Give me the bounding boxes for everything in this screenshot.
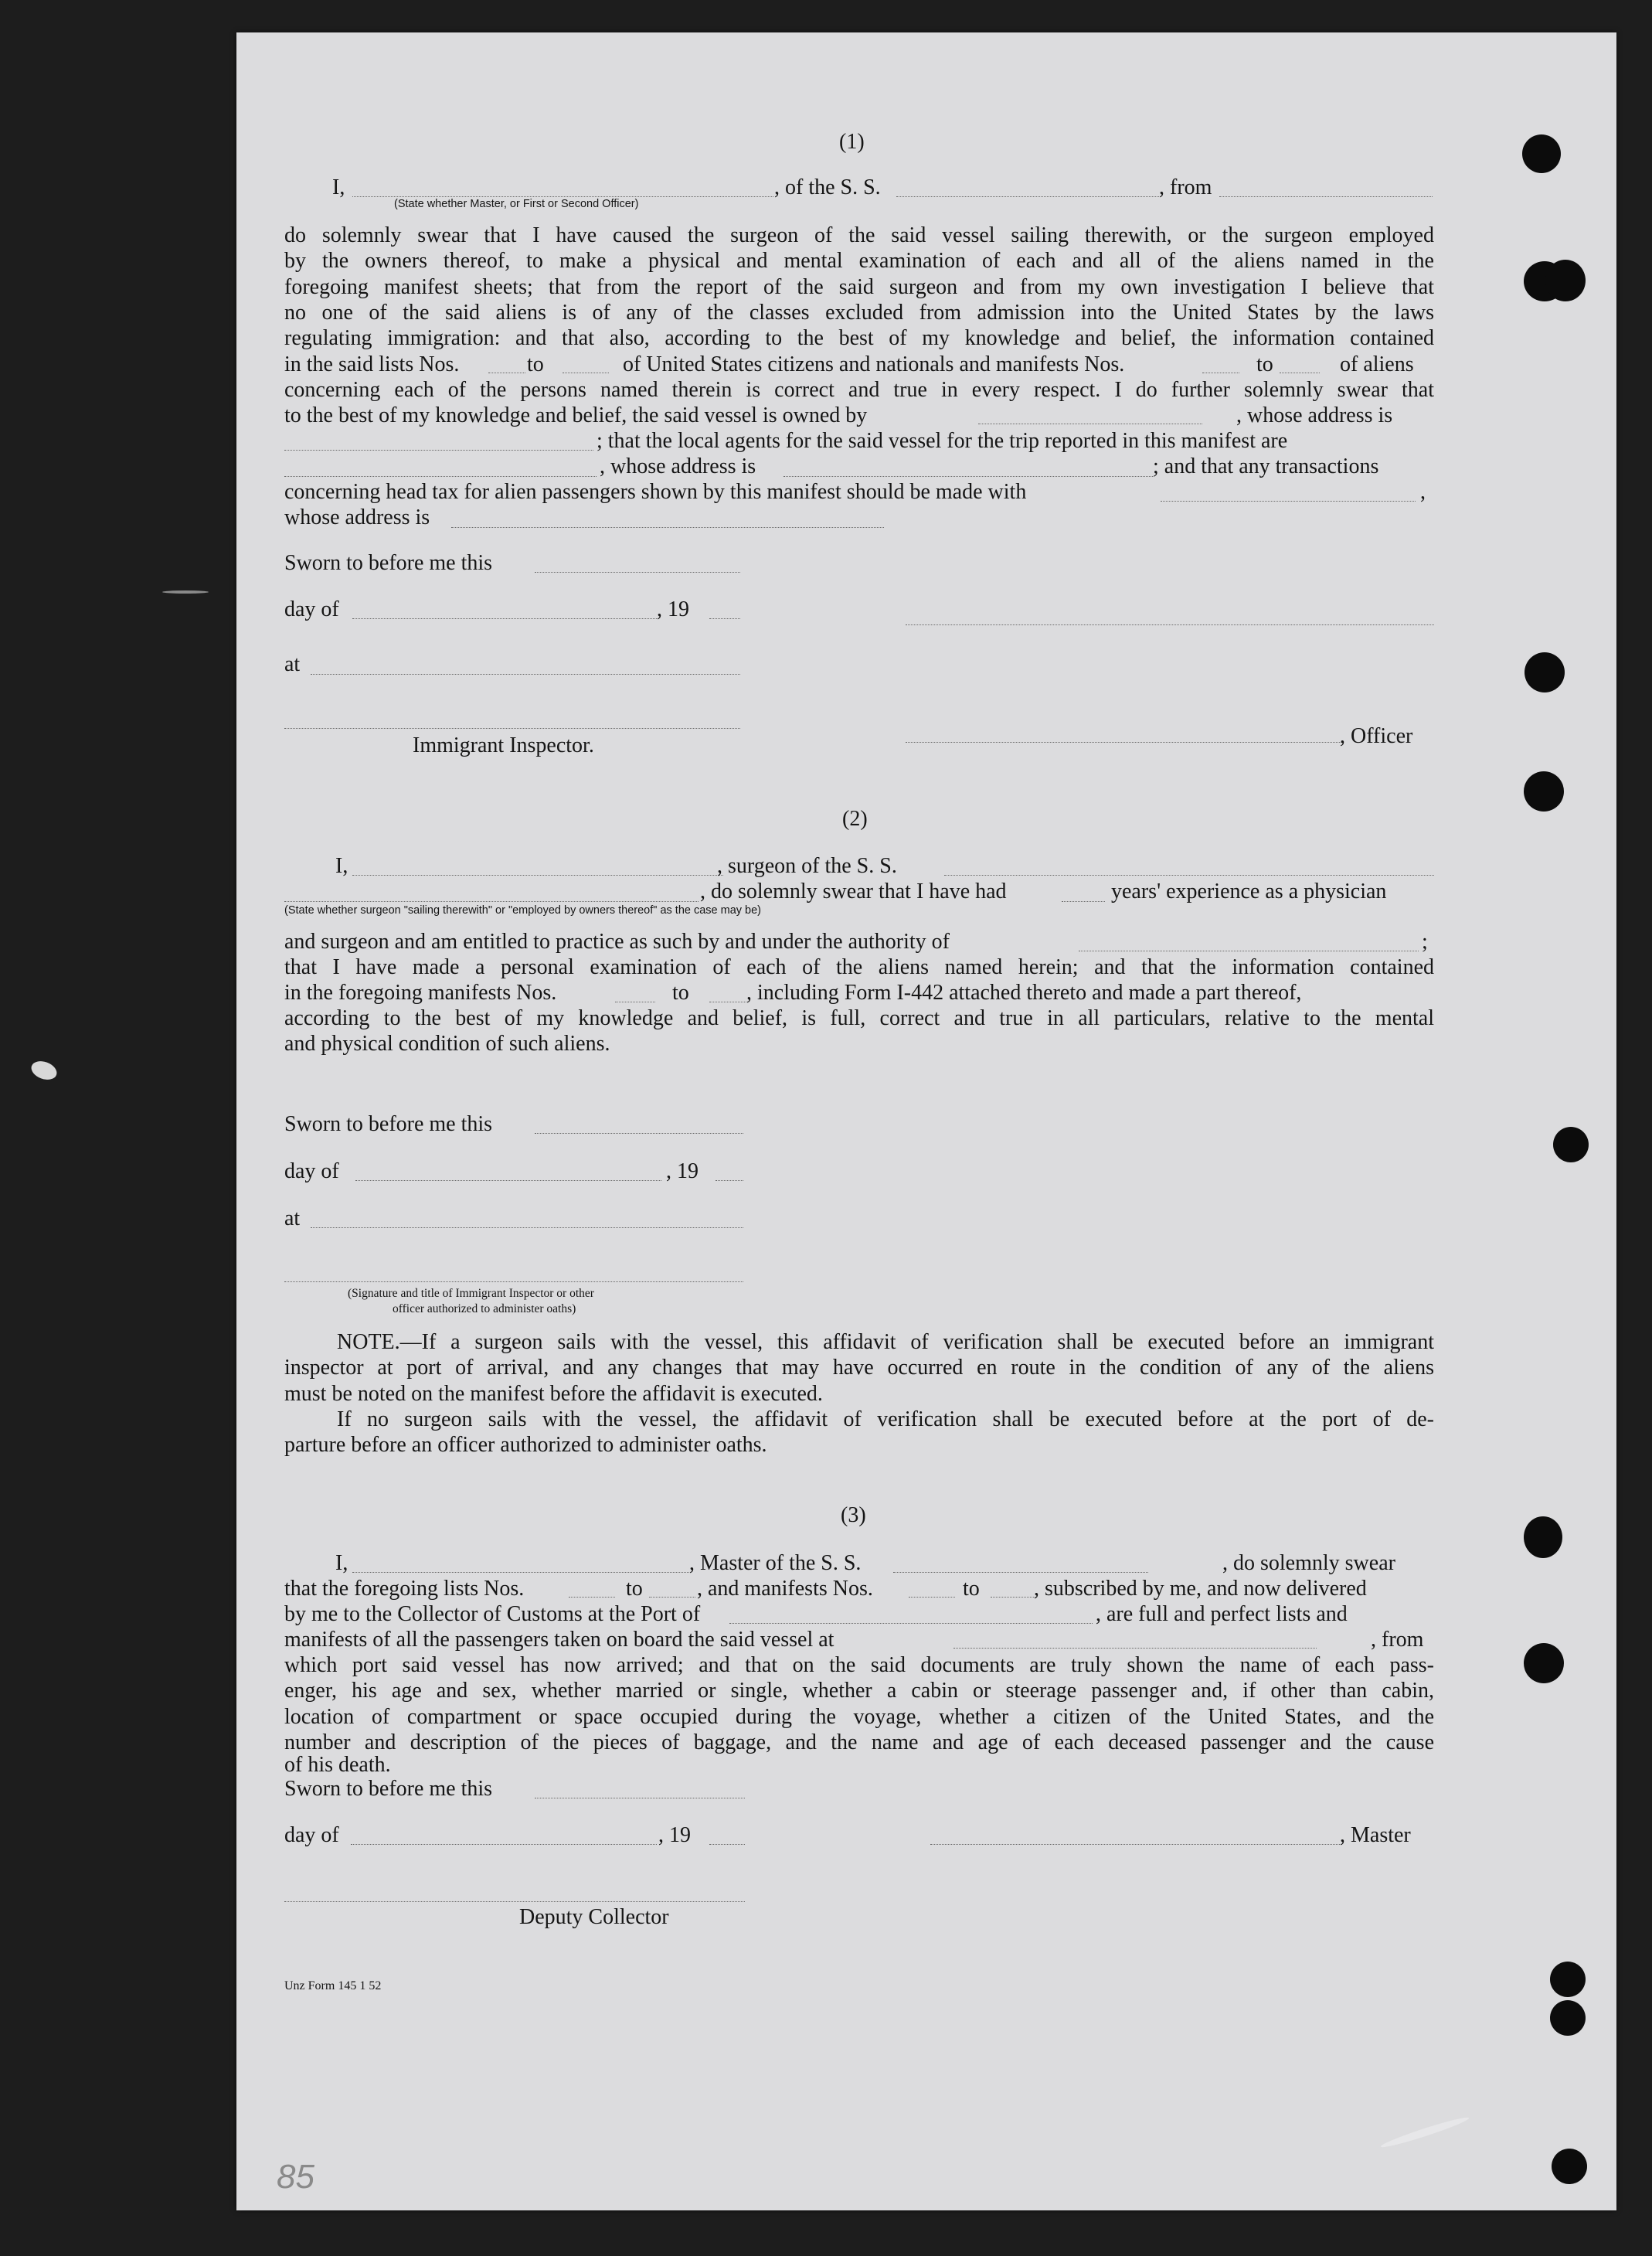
to-label: to bbox=[672, 981, 689, 1005]
day-of-label: day of bbox=[284, 1823, 339, 1847]
surgeon-type-note: (State whether surgeon "sailing therewith" or "employed by owners thereof" as the case may be) bbox=[284, 904, 762, 917]
head-tax-label: concerning head tax for alien passengers shown by this manifest should be made with bbox=[284, 480, 1027, 504]
to-label: to bbox=[527, 352, 544, 376]
manifest-page bbox=[236, 32, 1616, 2210]
perfect-lists-label: , are full and perfect lists and bbox=[1096, 1602, 1348, 1626]
agent-address-blank bbox=[784, 476, 1154, 477]
punch-hole bbox=[1524, 1643, 1564, 1683]
transactions-label: ; and that any transactions bbox=[1153, 454, 1379, 478]
manifests-nos-label: in the foregoing manifests Nos. bbox=[284, 981, 557, 1005]
surgeon-i-label: I, bbox=[335, 854, 348, 878]
sworn-label: Sworn to before me this bbox=[284, 551, 493, 575]
day-blank bbox=[351, 1844, 657, 1845]
section-2-body-b bbox=[284, 1006, 1434, 1057]
day-of-label: day of bbox=[284, 1159, 339, 1183]
text-line: foregoing manifest sheets; that from the report of the said surgeon and from my own investigation I believe that bbox=[284, 274, 1434, 299]
text-line: no one of the said aliens is of any of the classes excluded from admission into the United States by the laws bbox=[284, 300, 1434, 325]
officer-rank-note: (State whether Master, or First or Second Officer) bbox=[394, 198, 639, 210]
inspector-signature-blank bbox=[284, 728, 740, 729]
section-3-body bbox=[284, 1652, 1434, 1778]
deputy-collector-label: Deputy Collector bbox=[519, 1905, 669, 1929]
text-line: enger, his age and sex, whether married or single, whether a cabin or steerage passenger and, if other than cabin, bbox=[284, 1679, 1434, 1703]
punch-hole bbox=[1550, 1962, 1586, 1997]
foregoing-lists-label: that the foregoing lists Nos. bbox=[284, 1577, 525, 1601]
surgeon-of-label: , surgeon of the S. S. bbox=[717, 854, 897, 878]
punch-hole bbox=[1524, 771, 1564, 812]
port-blank bbox=[729, 1623, 1093, 1624]
punch-hole bbox=[1552, 2149, 1587, 2184]
year-blank bbox=[716, 1180, 743, 1181]
punch-hole bbox=[1550, 2000, 1586, 2036]
text-line: parture before an officer authorized to administer oaths. bbox=[284, 1433, 767, 1458]
text-line: that I have made a personal examination of each of the aliens named herein; and that the information contained bbox=[284, 955, 1434, 979]
to-label: to bbox=[1256, 352, 1273, 376]
local-agents-label: ; that the local agents for the said vessel for the trip reported in this manifest are bbox=[597, 429, 1288, 453]
years-experience-label: years' experience as a physician bbox=[1111, 880, 1387, 903]
punch-hole bbox=[1553, 1127, 1589, 1162]
to-label: to bbox=[963, 1577, 980, 1601]
lists-nos-label: in the said lists Nos. bbox=[284, 352, 460, 376]
sworn-blank bbox=[535, 572, 740, 573]
authority-label: and surgeon and am entitled to practice as such by and under the authority of bbox=[284, 930, 950, 954]
agent-blank bbox=[284, 476, 597, 477]
officer-signature-blank-1 bbox=[906, 624, 1434, 625]
surgeon-name-blank bbox=[352, 875, 723, 876]
officer-signature-blank bbox=[906, 742, 1341, 743]
at-blank bbox=[311, 1227, 743, 1228]
text-line: and physical condition of such aliens. bbox=[284, 1032, 610, 1057]
day-of-label: day of bbox=[284, 597, 339, 621]
section-1-body bbox=[284, 223, 1434, 351]
punch-hole bbox=[1545, 260, 1586, 301]
text-line: location of compartment or space occupied during the voyage, whether a citizen of the United States, and the bbox=[284, 1704, 1434, 1729]
owner-address-label: , whose address is bbox=[1236, 403, 1393, 427]
lists-to-blank bbox=[649, 1597, 695, 1598]
form-i442-label: , including Form I-442 attached thereto and made a part thereof, bbox=[746, 981, 1302, 1005]
year-label: , 19 bbox=[657, 597, 689, 621]
text-line: If no surgeon sails with the vessel, the affidavit of verification shall be executed before at the port of de- bbox=[337, 1407, 1434, 1431]
from-label: , from bbox=[1371, 1628, 1424, 1652]
day-blank bbox=[352, 618, 657, 619]
paper-speck bbox=[1379, 2115, 1470, 2151]
manifests-nos-label: , and manifests Nos. bbox=[697, 1577, 873, 1601]
background-speck bbox=[162, 590, 209, 594]
master-i-label: I, bbox=[335, 1551, 348, 1575]
to-label: to bbox=[626, 1577, 643, 1601]
owned-by-label: to the best of my knowledge and belief, the said vessel is owned by bbox=[284, 403, 868, 427]
surgeon-swear-label: , do solemnly swear that I have had bbox=[700, 880, 1007, 903]
vessel-blank bbox=[896, 196, 1159, 197]
comma: , bbox=[1420, 480, 1426, 504]
signature-blank bbox=[284, 1281, 743, 1282]
master-label: , Master bbox=[1340, 1823, 1411, 1847]
note-paragraph bbox=[284, 1329, 1434, 1458]
sworn-blank bbox=[535, 1133, 743, 1134]
master-signature-blank bbox=[930, 1844, 1341, 1845]
punch-hole bbox=[1524, 1516, 1562, 1558]
punch-hole bbox=[1525, 652, 1565, 692]
port-label: by me to the Collector of Customs at the Port of bbox=[284, 1602, 701, 1626]
master-of-label: , Master of the S. S. bbox=[689, 1551, 862, 1575]
subscribed-label: , subscribed by me, and now delivered bbox=[1034, 1577, 1367, 1601]
whose-address-label: whose address is bbox=[284, 505, 430, 529]
citizens-label: of United States citizens and nationals and manifests Nos. bbox=[623, 352, 1125, 376]
text-line: NOTE.—If a surgeon sails with the vessel, this affidavit of verification shall be executed before an immigrant bbox=[337, 1330, 1434, 1354]
deputy-signature-blank bbox=[284, 1901, 745, 1902]
punch-hole bbox=[1522, 134, 1561, 173]
years-blank bbox=[1062, 901, 1105, 902]
of-aliens-label: of aliens bbox=[1340, 352, 1414, 376]
declarant-label: I, bbox=[332, 175, 345, 199]
text-line: regulating immigration: and that also, according to the best of my knowledge and belief, the information contained bbox=[284, 326, 1434, 351]
text-line: do solemnly swear that I have caused the surgeon of the said vessel sailing therewith, or the surgeon employed bbox=[284, 223, 1434, 247]
from-label: , from bbox=[1159, 175, 1212, 199]
handwritten-mark: 85 bbox=[277, 2158, 314, 2196]
signature-note: (Signature and title of Immigrant Inspector or other bbox=[348, 1287, 594, 1300]
year-blank bbox=[709, 1844, 745, 1845]
lists-from-blank bbox=[569, 1597, 615, 1598]
day-blank bbox=[355, 1180, 661, 1181]
sworn-label: Sworn to before me this bbox=[284, 1112, 493, 1136]
text-line: inspector at port of arrival, and any changes that may have occurred en route in the condition of any of the aliens bbox=[284, 1356, 1434, 1380]
embark-port-blank bbox=[953, 1648, 1317, 1649]
text-line: number and description of the pieces of baggage, and the name and age of each deceased passenger and the cause bbox=[284, 1730, 1434, 1754]
text-line: concerning each of the persons named therein is correct and true in every respect. I do further solemnly swear that bbox=[284, 378, 1434, 402]
section-2-number: (2) bbox=[842, 807, 868, 831]
background-speck bbox=[29, 1058, 59, 1083]
year-blank bbox=[709, 618, 740, 619]
at-blank bbox=[311, 674, 740, 675]
manifests-from-blank bbox=[909, 1597, 955, 1598]
surgeon-type-blank bbox=[284, 901, 699, 902]
agent-address-label: , whose address is bbox=[600, 454, 756, 478]
immigrant-inspector-label: Immigrant Inspector. bbox=[413, 733, 594, 757]
section-1-number: (1) bbox=[839, 130, 865, 154]
declarant-blank bbox=[352, 196, 773, 197]
manifests-to-blank bbox=[991, 1597, 1035, 1598]
section-3-number: (3) bbox=[841, 1503, 866, 1527]
text-line: according to the best of my knowledge and belief, is full, correct and true in all particulars, relative to the mental bbox=[284, 1006, 1434, 1030]
sworn-label: Sworn to before me this bbox=[284, 1777, 493, 1801]
taken-on-board-label: manifests of all the passengers taken on board the said vessel at bbox=[284, 1628, 834, 1652]
surgeon-vessel-blank bbox=[944, 875, 1434, 876]
text-line: by the owners thereof, to make a physical and mental examination of each and all of the aliens named in the bbox=[284, 249, 1434, 274]
owner-address-blank bbox=[284, 450, 593, 451]
text-line: must be noted on the manifest before the affidavit is executed. bbox=[284, 1381, 823, 1406]
head-tax-address-blank bbox=[451, 527, 884, 528]
from-blank bbox=[1219, 196, 1433, 197]
text-line: which port said vessel has now arrived; and that on the said documents are truly shown the name of each pass- bbox=[284, 1653, 1434, 1677]
text-line: of his death. bbox=[284, 1753, 391, 1778]
at-label: at bbox=[284, 1206, 301, 1230]
head-tax-blank bbox=[1161, 501, 1416, 502]
section-1-body-2 bbox=[284, 377, 1434, 403]
year-label: , 19 bbox=[666, 1159, 699, 1183]
signature-note: officer authorized to administer oaths) bbox=[393, 1302, 576, 1315]
of-ss-label: , of the S. S. bbox=[774, 175, 881, 199]
officer-label: , Officer bbox=[1340, 724, 1413, 748]
semicolon: ; bbox=[1422, 930, 1428, 954]
form-number: Unz Form 145 1 52 bbox=[284, 1979, 382, 1992]
at-label: at bbox=[284, 652, 301, 676]
section-2-body-a bbox=[284, 954, 1434, 980]
master-name-blank bbox=[352, 1572, 689, 1573]
year-label: , 19 bbox=[658, 1823, 691, 1847]
solemnly-swear-label: , do solemnly swear bbox=[1222, 1551, 1395, 1575]
master-vessel-blank bbox=[893, 1572, 1148, 1573]
